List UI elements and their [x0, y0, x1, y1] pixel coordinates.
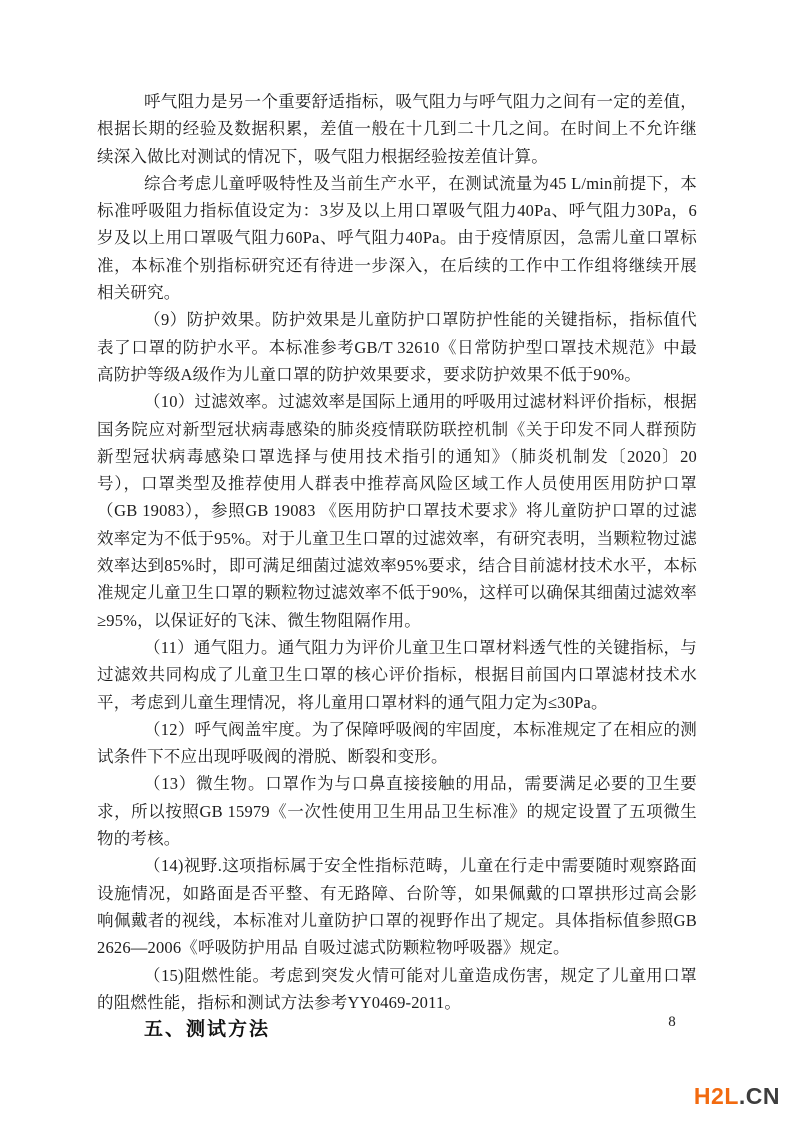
- watermark-logo: [694, 1083, 780, 1110]
- body-paragraph: 呼气阻力是另一个重要舒适指标，吸气阻力与呼气阻力之间有一定的差值，根据长期的经验及数据积累，差值一般在十几到二十几之间。在时间上不允许继续深入做比对测试的情况下，吸气阻力根据经验按差值计算。: [97, 92, 697, 166]
- body-paragraph: （15)阻燃性能。考虑到突发火情可能对儿童造成伤害，规定了儿童用口罩的阻燃性能，指标和测试方法参考YY0469-2011。: [97, 965, 697, 1012]
- body-paragraph: （12）呼气阀盖牢度。为了保障呼吸阀的牢固度，本标准规定了在相应的测试条件下不应出现呼吸阀的滑脱、断裂和变形。: [97, 719, 697, 767]
- body-paragraph: （11）通气阻力。通气阻力为评价儿童卫生口罩材料透气性的关键指标，与过滤效共同构成了儿童卫生口罩的核心评价指标，根据目前国内口罩滤材技术水平，考虑到儿童生理情况，将儿童用口罩材料的通气阻力定为≤30Pa。: [97, 637, 697, 712]
- body-paragraph: （13）微生物。口罩作为与口鼻直接接触的用品，需要满足必要的卫生要求，所以按照GB 15979《一次性使用卫生用品卫生标准》的规定设置了五项微生物的考核。: [97, 774, 697, 849]
- body-paragraph: 综合考虑儿童呼吸特性及当前生产水平，在测试流量为45 L/min前提下，本标准呼吸阻力指标值设定为：3岁及以上用口罩吸气阻力40Pa、呼气阻力30Pa，6岁及以上用口罩吸气阻力60Pa、呼气阻力40Pa。由于疫情原因，急需儿童口罩标准，本标准个别指标研究还有待进一步深入，在后续的工作中工作组将继续开展相关研究。: [97, 173, 697, 303]
- document-body: [97, 88, 697, 1043]
- page-number: 8: [668, 1014, 676, 1030]
- watermark-primary-text: H2L: [693, 1083, 739, 1109]
- body-paragraph: （10）过滤效率。过滤效率是国际上通用的呼吸用过滤材料评价指标，根据国务院应对新型冠状病毒感染的肺炎疫情联防联控机制《关于印发不同人群预防新型冠状病毒感染口罩选择与使用技术指引的通知》（肺炎机制发〔2020〕20号），口罩类型及推荐使用人群表中推荐高风险区域工作人员使用医用防护口罩（GB 19083），参照GB 19083 《医用防护口罩技术要求》将儿童防护口罩的过滤效率定为不低于95%。对于儿童卫生口罩的过滤效率，有研究表明，当颗粒物过滤效率达到85%时，即可满足细菌过滤效率95%要求，结合目前滤材技术水平，本标准规定儿童卫生口罩的颗粒物过滤效率不低于90%，这样可以确保其细菌过滤效率≥95%，以保证好的飞沫、微生物阻隔作用。: [97, 392, 697, 630]
- body-paragraph: （9）防护效果。防护效果是儿童防护口罩防护性能的关键指标，指标值代表了口罩的防护水平。本标准参考GB/T 32610《日常防护型口罩技术规范》中最高防护等级A级作为儿童口罩的防护效果要求，要求防护效果不低于90%。: [97, 310, 697, 384]
- watermark-secondary-text: .CN: [738, 1083, 780, 1109]
- section-heading: 五、测试方法: [144, 1019, 271, 1041]
- body-paragraph: （14)视野.这项指标属于安全性指标范畴，儿童在行走中需要随时观察路面设施情况，如路面是否平整、有无路障、台阶等，如果佩戴的口罩拱形过高会影响佩戴者的视线，本标准对儿童防护口罩的视野作出了规定。具体指标值参照GB 2626—2006《呼吸防护用品 自吸过滤式防颗粒物呼吸器》规定。: [97, 856, 697, 958]
